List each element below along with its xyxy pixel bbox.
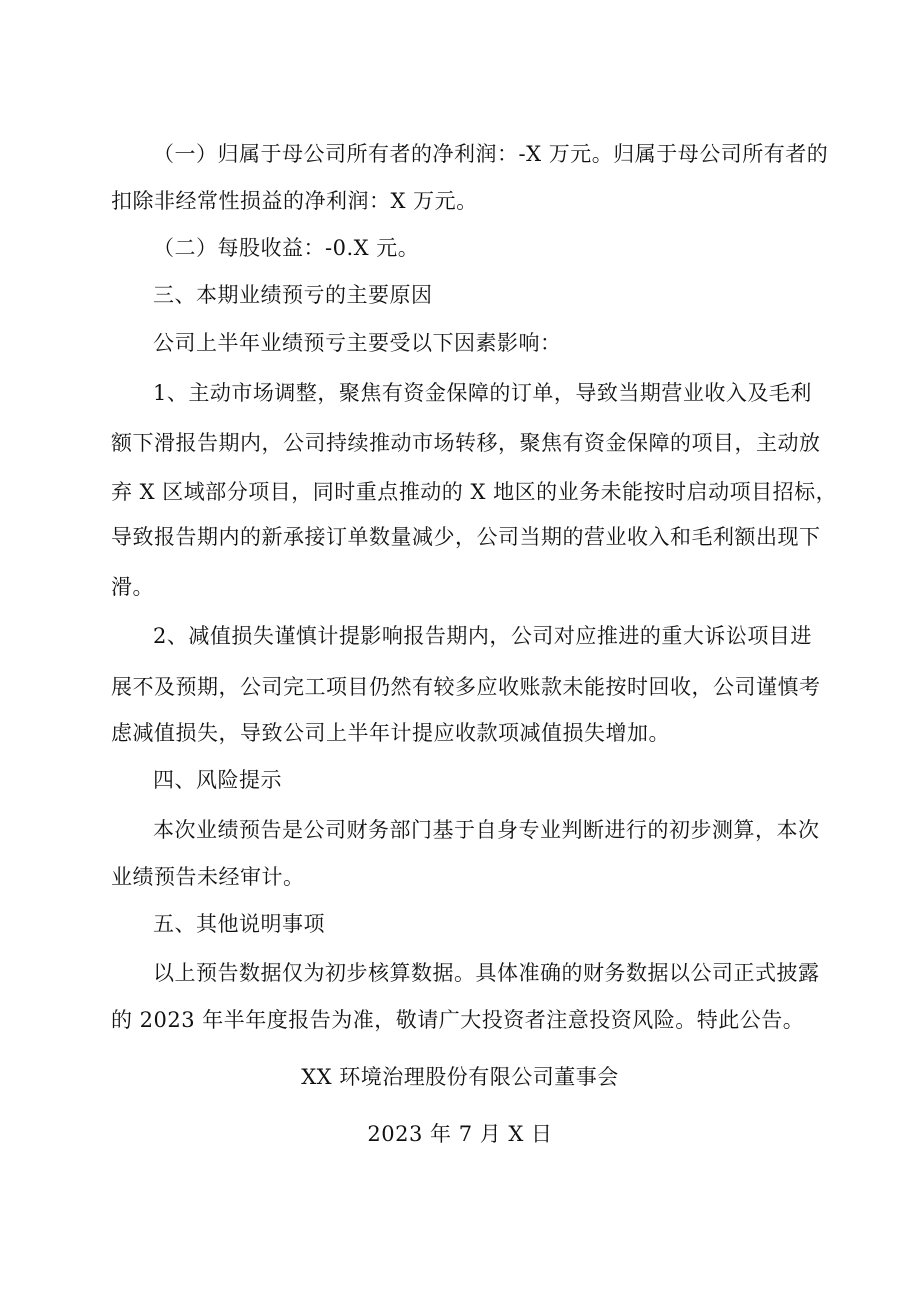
section-heading-5: 五、其他说明事项: [153, 912, 325, 936]
paragraph-7-line-1: 以上预告数据仅为初步核算数据。具体准确的财务数据以公司正式披露: [153, 961, 820, 985]
paragraph-1-line-2: 扣除非经常性损益的净利润：X 万元。: [111, 189, 478, 213]
paragraph-6-line-2: 业绩预告未经审计。: [111, 865, 305, 889]
paragraph-6-line-1: 本次业绩预告是公司财务部门基于自身专业判断进行的初步测算，本次: [153, 818, 820, 842]
paragraph-7-line-2: 的 2023 年半年度报告为准，敬请广大投资者注意投资风险。特此公告。: [111, 1008, 805, 1032]
paragraph-5-line-2: 展不及预期，公司完工项目仍然有较多应收账款未能按时回收，公司谨慎考: [111, 675, 821, 699]
section-heading-3: 三、本期业绩预亏的主要原因: [153, 283, 433, 307]
signature-date: 2023 年 7 月 X 日: [367, 1122, 553, 1146]
section-heading-4: 四、风险提示: [153, 768, 282, 792]
paragraph-2-line-1: （二）每股收益：-0.X 元。: [153, 236, 420, 260]
paragraph-5-line-3: 虑减值损失，导致公司上半年计提应收款项减值损失增加。: [111, 721, 670, 745]
paragraph-4-line-5: 滑。: [111, 575, 154, 599]
paragraph-1-line-1: （一）归属于母公司所有者的净利润：-X 万元。归属于母公司所有者的: [153, 142, 829, 166]
paragraph-4-line-2: 额下滑报告期内，公司持续推动市场转移，聚焦有资金保障的项目，主动放: [111, 431, 821, 455]
paragraph-5-line-1: 2、减值损失谨慎计提影响报告期内，公司对应推进的重大诉讼项目进: [153, 624, 812, 648]
paragraph-4-line-1: 1、主动市场调整，聚焦有资金保障的订单，导致当期营业收入及毛利: [153, 381, 812, 405]
paragraph-4-line-3: 弃 X 区域部分项目，同时重点推动的 X 地区的业务未能按时启动项目招标，: [111, 480, 838, 504]
paragraph-3-line-1: 公司上半年业绩预亏主要受以下因素影响：: [153, 331, 562, 355]
paragraph-4-line-4: 导致报告期内的新承接订单数量减少，公司当期的营业收入和毛利额出现下: [111, 525, 821, 549]
signature-company: XX 环境治理股份有限公司董事会: [301, 1065, 619, 1089]
